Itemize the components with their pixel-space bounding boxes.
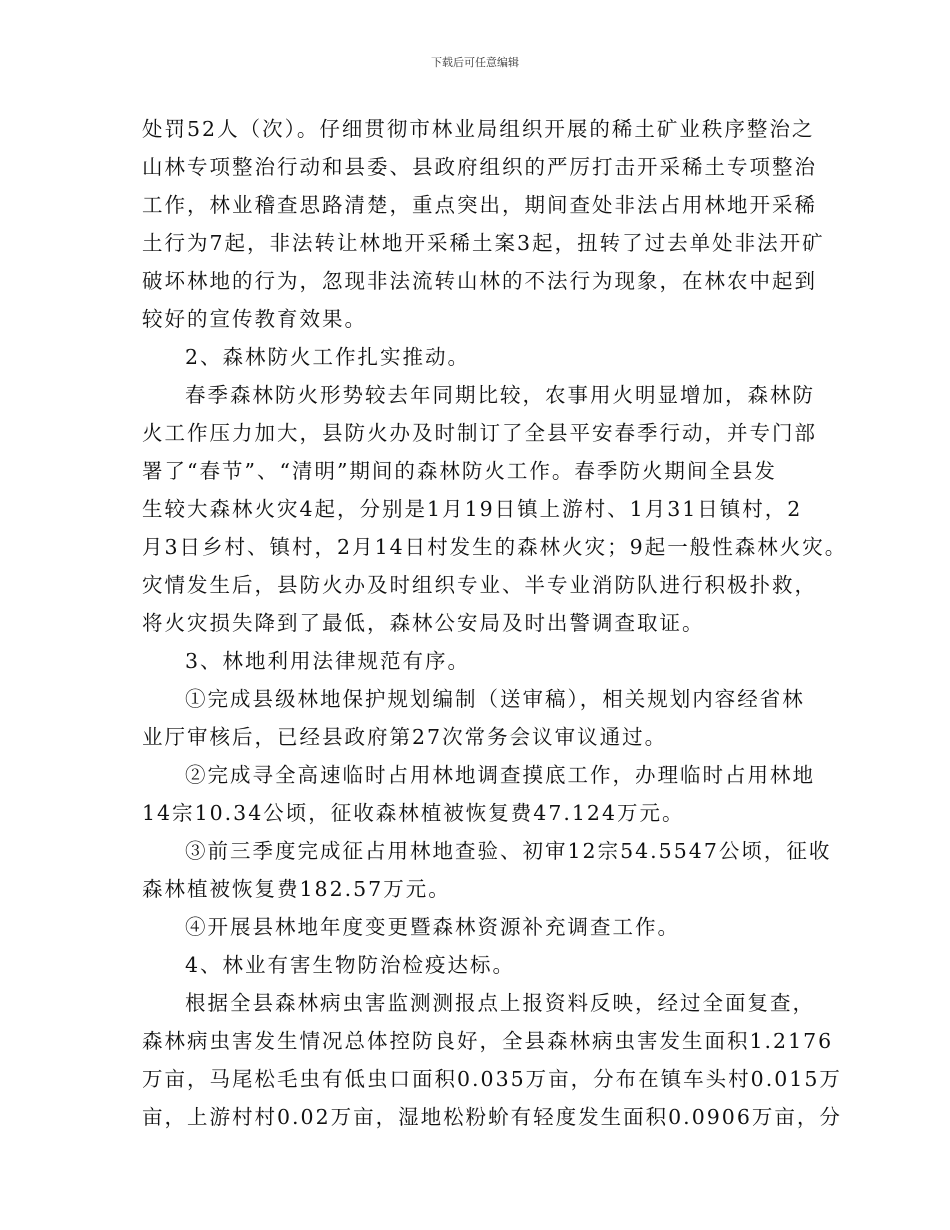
paragraph-line: 亩，上游村村0.02万亩，湿地松粉蚧有轻度发生面积0.0906万亩，分 <box>142 1105 842 1129</box>
paragraph-line: 山林专项整治行动和县委、县政府组织的严厉打击开采稀土专项整治 <box>142 155 817 179</box>
paragraph-line: 较好的宣传教育效果。 <box>142 307 367 331</box>
paragraph-line: 春季森林防火形势较去年同期比较，农事用火明显增加，森林防 <box>185 383 815 407</box>
paragraph-line: 将火灾损失降到了最低，森林公安局及时出警调查取证。 <box>142 611 705 635</box>
list-item: ①完成县级林地保护规划编制（送审稿），相关规划内容经省林 <box>185 687 805 711</box>
list-item: ③前三季度完成征占用林地查验、初审12宗54.5547公顷，征收 <box>185 839 832 863</box>
paragraph-line: 月3日乡村、镇村，2月14日村发生的森林火灾；9起一般性森林火灾。 <box>142 535 848 559</box>
paragraph-line: 森林病虫害发生情况总体控防良好，全县森林病虫害发生面积1.2176 <box>142 1029 834 1053</box>
section-heading: 3、林地利用法律规范有序。 <box>185 649 471 673</box>
list-item: ②完成寻全高速临时占用林地调查摸底工作，办理临时占用林地 <box>185 763 815 787</box>
paragraph-line: 灾情发生后，县防火办及时组织专业、半专业消防队进行积极扑救， <box>142 573 817 597</box>
section-heading: 2、森林防火工作扎实推动。 <box>185 345 471 369</box>
paragraph-line: 业厅审核后，已经县政府第27次常务会议审议通过。 <box>142 725 668 749</box>
paragraph-line: 土行为7起，非法转让林地开采稀土案3起，扭转了过去单处非法开矿 <box>142 231 825 255</box>
list-item: ④开展县林地年度变更暨森林资源补充调查工作。 <box>185 915 680 939</box>
paragraph-line: 生较大森林火灾4起，分别是1月19日镇上游村、1月31日镇村，2 <box>142 497 803 521</box>
paragraph-line: 工作，林业稽查思路清楚，重点突出，期间查处非法占用林地开采稀 <box>142 193 817 217</box>
paragraph-line: 署了“春节”、“清明”期间的森林防火工作。春季防火期间全县发 <box>142 459 777 483</box>
paragraph-line: 森林植被恢复费182.57万元。 <box>142 877 451 901</box>
paragraph-line: 破坏林地的行为，忽现非法流转山林的不法行为现象，在林农中起到 <box>142 269 817 293</box>
page-header: 下载后可任意编辑 <box>431 56 519 69</box>
paragraph-line: 火工作压力加大，县防火办及时制订了全县平安春季行动，并专门部 <box>142 421 817 445</box>
section-heading: 4、林业有害生物防治检疫达标。 <box>185 953 516 977</box>
paragraph-line: 处罚52人（次）。仔细贯彻市林业局组织开展的稀土矿业秩序整治之 <box>142 117 815 141</box>
paragraph-line: 14宗10.34公顷，征收森林植被恢复费47.124万元。 <box>142 801 685 825</box>
paragraph-line: 万亩，马尾松毛虫有低虫口面积0.035万亩，分布在镇车头村0.015万 <box>142 1067 842 1091</box>
paragraph-line: 根据全县森林病虫害监测测报点上报资料反映，经过全面复查， <box>185 991 815 1015</box>
